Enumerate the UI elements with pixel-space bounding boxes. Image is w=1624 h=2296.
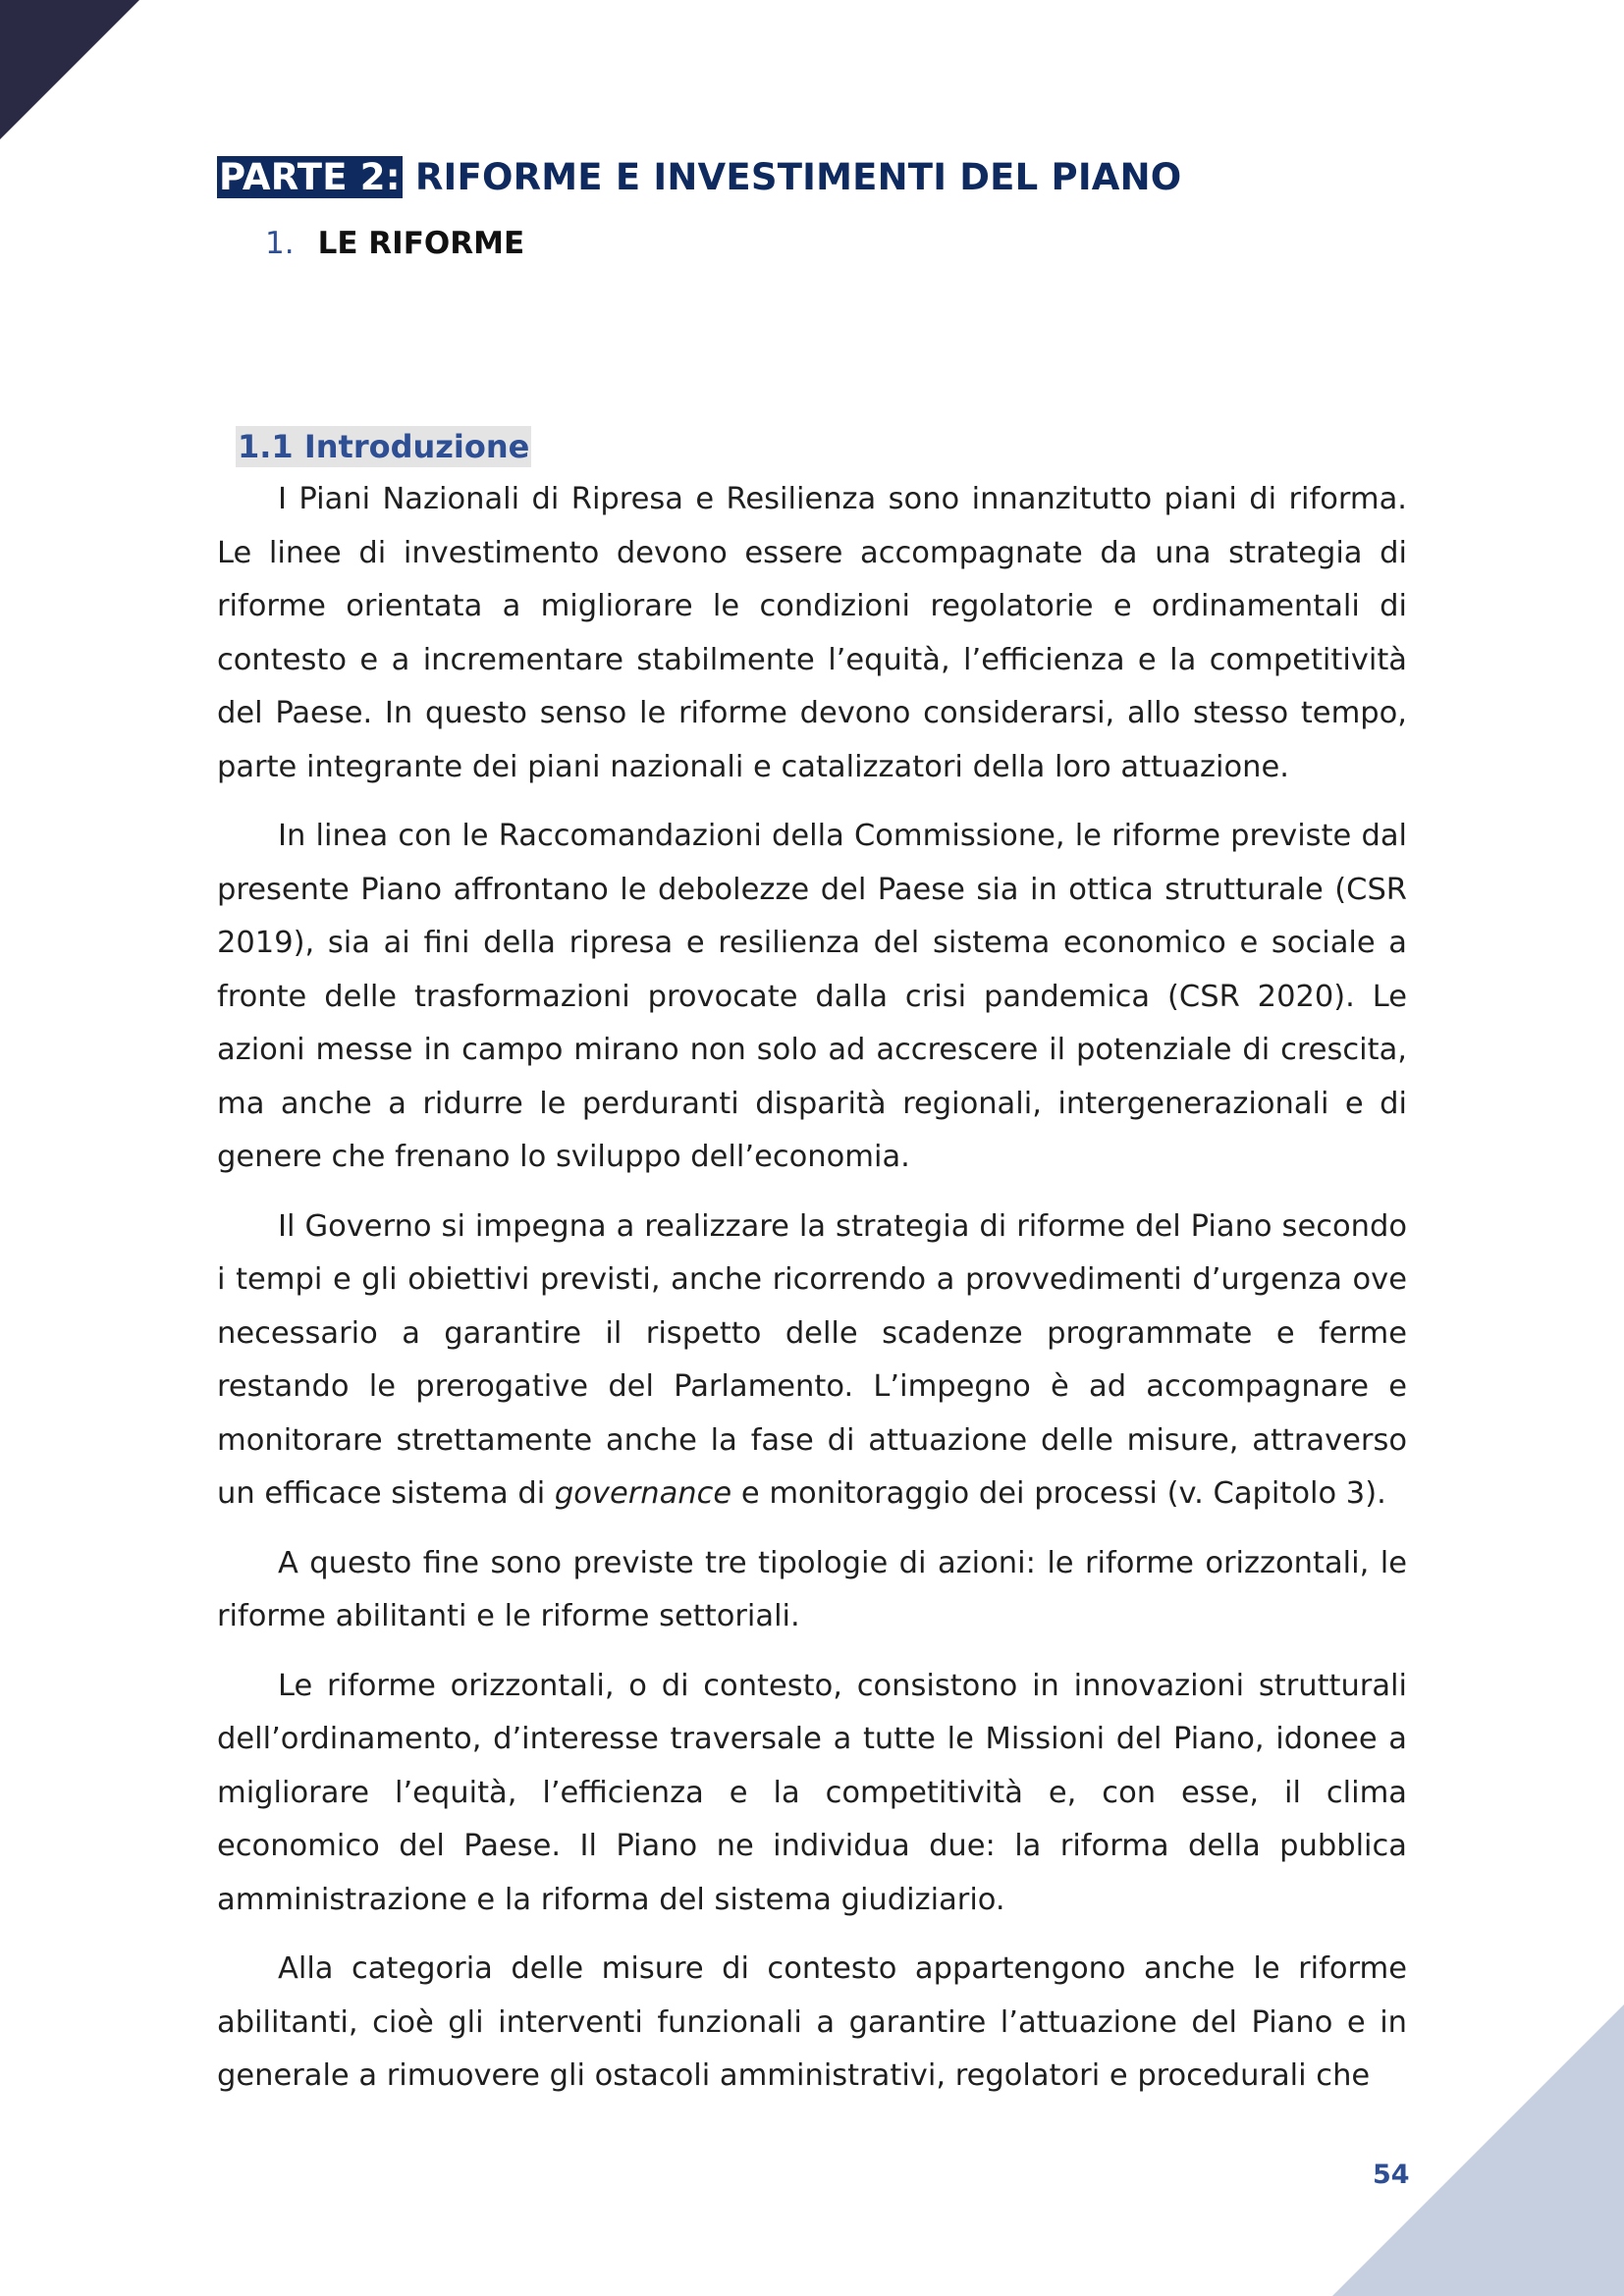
- corner-decoration-top-left: [0, 0, 139, 139]
- paragraph: A questo fine sono previste tre tipologie di azioni: le riforme orizzontali, le riforme abilitanti e le riforme settoriali.: [217, 1545, 1407, 1633]
- part-label: PARTE 2:: [219, 156, 401, 198]
- paragraph: I Piani Nazionali di Ripresa e Resilienza sono innanzitutto piani di riforma. Le linee di investimento devono essere accompagnate da una strategia di riforme orientata a migliorare le condizioni regolatorie e ordinamentali di contesto e a incrementare stabilmente l’equità, l’efficienza e la competitività del Paese. In questo senso le riforme devono considerarsi, allo stesso tempo, parte integrante dei piani nazionali e catalizzatori della loro attuazione.: [217, 482, 1407, 784]
- paragraph: In linea con le Raccomandazioni della Commissione, le riforme previste dal presente Piano affrontano le debolezze del Paese sia in ottica strutturale (CSR 2019), sia ai fini della ripresa e resilienza del sistema economico e sociale a fronte delle trasformazioni provocate dalla crisi pandemica (CSR 2020). Le azioni messe in campo mirano non solo ad accrescere il potenziale di crescita, ma anche a ridurre le perduranti disparità regionali, intergenerazionali e di genere che frenano lo sviluppo dell’economia.: [217, 819, 1407, 1174]
- paragraph-text: Il Governo si impegna a realizzare la strategia di riforme del Piano secondo i tempi e gli obiettivi previsti, anche ricorrendo a provvedimenti d’urgenza ove necessario a garantire il rispetto delle scadenze programmate e ferme restando le prerogative del Parlamento. L’impegno è ad accompagnare e monitorare strettamente anche la fase di attuazione delle misure, attraverso un efficace sistema di: [217, 1208, 1407, 1511]
- body-text: [217, 473, 1407, 2119]
- part-title-text: RIFORME E INVESTIMENTI DEL PIANO: [402, 156, 1182, 198]
- page-number: 54: [1373, 2160, 1410, 2190]
- paragraph: Le riforme orizzontali, o di contesto, consistono in innovazioni strutturali dell’ordinamento, d’interesse traversale a tutte le Missioni del Piano, idonee a migliorare l’equità, l’efficienza e la competitività e, con esse, il clima economico del Paese. Il Piano ne individua due: la riforma della pubblica amministrazione e la riforma del sistema giudiziario.: [217, 1668, 1407, 1917]
- section-title: LE RIFORME: [317, 226, 525, 261]
- section-heading: [265, 224, 524, 263]
- paragraph: Alla categoria delle misure di contesto appartengono anche le riforme abilitanti, cioè gli interventi funzionali a garantire l’attuazione del Piano e in generale a rimuovere gli ostacoli amministrativi, regolatori e procedurali che: [217, 1951, 1407, 2093]
- italic-term: governance: [554, 1476, 732, 1511]
- part-title: [217, 153, 1181, 202]
- section-number: 1.: [265, 226, 295, 261]
- paragraph-text: e monitoraggio dei processi (v. Capitolo 3).: [731, 1476, 1386, 1511]
- paragraph: [217, 1201, 1407, 1522]
- subsection-title: 1.1 Introduzione: [238, 428, 530, 465]
